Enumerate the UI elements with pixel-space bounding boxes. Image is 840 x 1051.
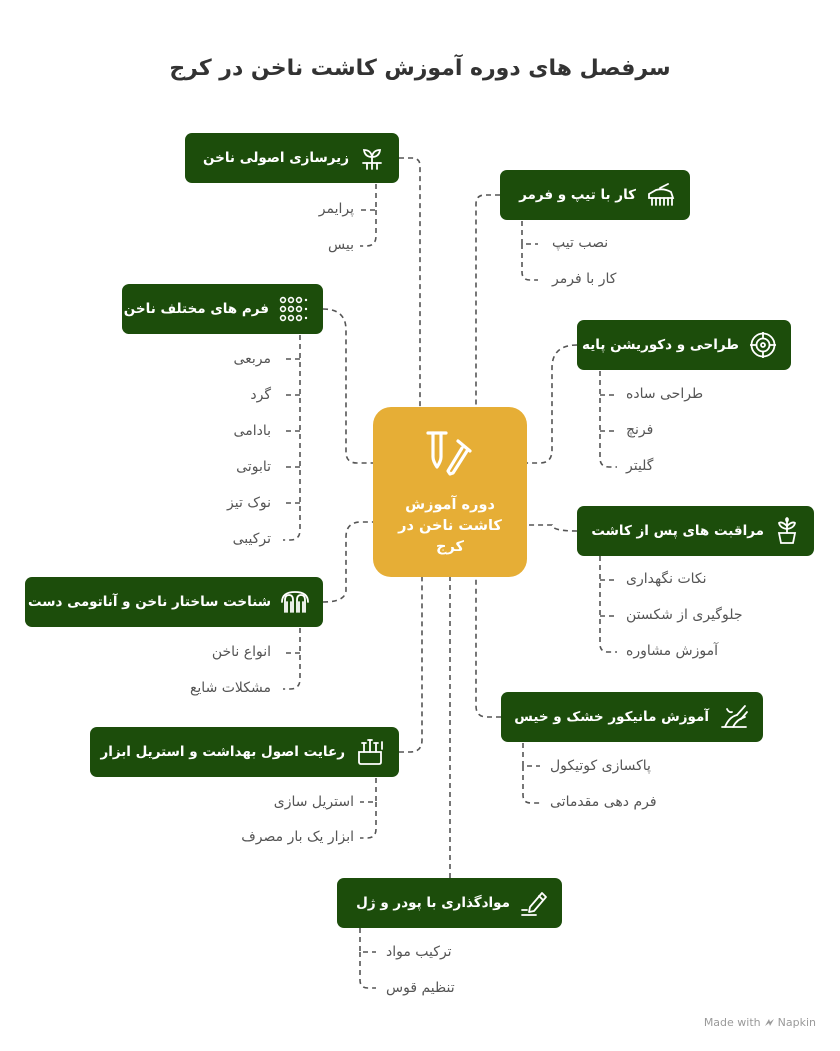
comb-hand-icon [646,182,676,208]
subtopic-item: ترکیب مواد [386,944,452,960]
topic-label: رعایت اصول بهداشت و استریل ابزار [100,744,345,760]
topic-label: طراحی و دکوریشن پایه [582,337,739,353]
subtopic-item: کار با فرمر [552,271,617,287]
subtopic-item: مربعی [233,351,271,367]
topic-label: آموزش مانیکور خشک و خیس [514,709,709,725]
subtopic-item: بادامی [233,423,271,439]
subtopic-item: تنظیم قوس [386,980,455,996]
subtopic-item: جلوگیری از شکستن [626,607,743,623]
sprout-icon [359,145,385,171]
topic-node-nail-shapes [122,284,323,334]
subtopic-item: گرد [250,387,271,403]
credit-brand: Napkin [777,1016,816,1029]
subtopic-item: نوک تیز [227,495,271,511]
pen-applicator-icon [520,889,548,917]
topic-label: زیرسازی اصولی ناخن [202,150,349,166]
subtopic-item: ترکیبی [232,531,271,547]
napkin-credit [704,1016,816,1029]
subtopic-item: گلیتر [626,458,654,474]
fingers-icon [281,590,309,614]
subtopic-item: نکات نگهداری [626,571,707,587]
subtopic-item: پرایمر [318,201,354,217]
manicure-icon [719,703,749,731]
topic-label: موادگذاری با پودر و ژل [356,895,510,911]
subtopic-item: انواع ناخن [211,644,271,660]
subtopic-item: فرم دهی مقدماتی [550,794,657,810]
center-topic [373,407,527,577]
topic-node-hygiene [90,727,399,777]
target-icon [749,331,777,359]
page-title: سرفصل های دوره آموزش کاشت ناخن در کرج [169,56,671,81]
topic-label: فرم های مختلف ناخن [123,301,269,317]
subtopic-item: مشکلات شایع [189,680,271,696]
subtopic-item: بیس [328,237,354,253]
subtopic-item: پاکسازی کوتیکول [550,758,651,774]
subtopic-item: فرنچ [626,422,654,438]
topic-node-aftercare [577,506,814,556]
topic-label: مراقبت های پس از کاشت [591,523,764,539]
topic-label: شناخت ساختار ناخن و آناتومی دست [27,594,271,610]
topic-node-subfoundation [185,133,399,183]
subtopic-item: طراحی ساده [626,386,704,402]
subtopic-item: آموزش مشاوره [626,643,719,659]
topic-node-acrylic-gel [337,878,562,928]
topic-node-anatomy [25,577,323,627]
subtopic-item: نصب تیپ [552,235,609,251]
topic-node-tip-former [500,170,690,220]
subtopic-item: تابوتی [236,459,271,475]
topic-node-manicure [501,692,763,742]
subtopic-item: ابزار یک بار مصرف [241,829,354,845]
napkin-logo-icon [764,1017,775,1028]
topic-node-design [577,320,791,370]
topic-label: کار با تیپ و فرمر [519,187,636,203]
nails-icon [420,427,480,487]
credit-text: Made with [703,1016,761,1029]
potted-plant-icon [774,517,800,545]
tools-cup-icon [355,738,385,766]
center-label: دوره آموزش کاشت ناخن در کرج [398,497,502,555]
subtopic-item: استریل سازی [273,794,354,810]
dot-grid-icon [279,296,309,322]
